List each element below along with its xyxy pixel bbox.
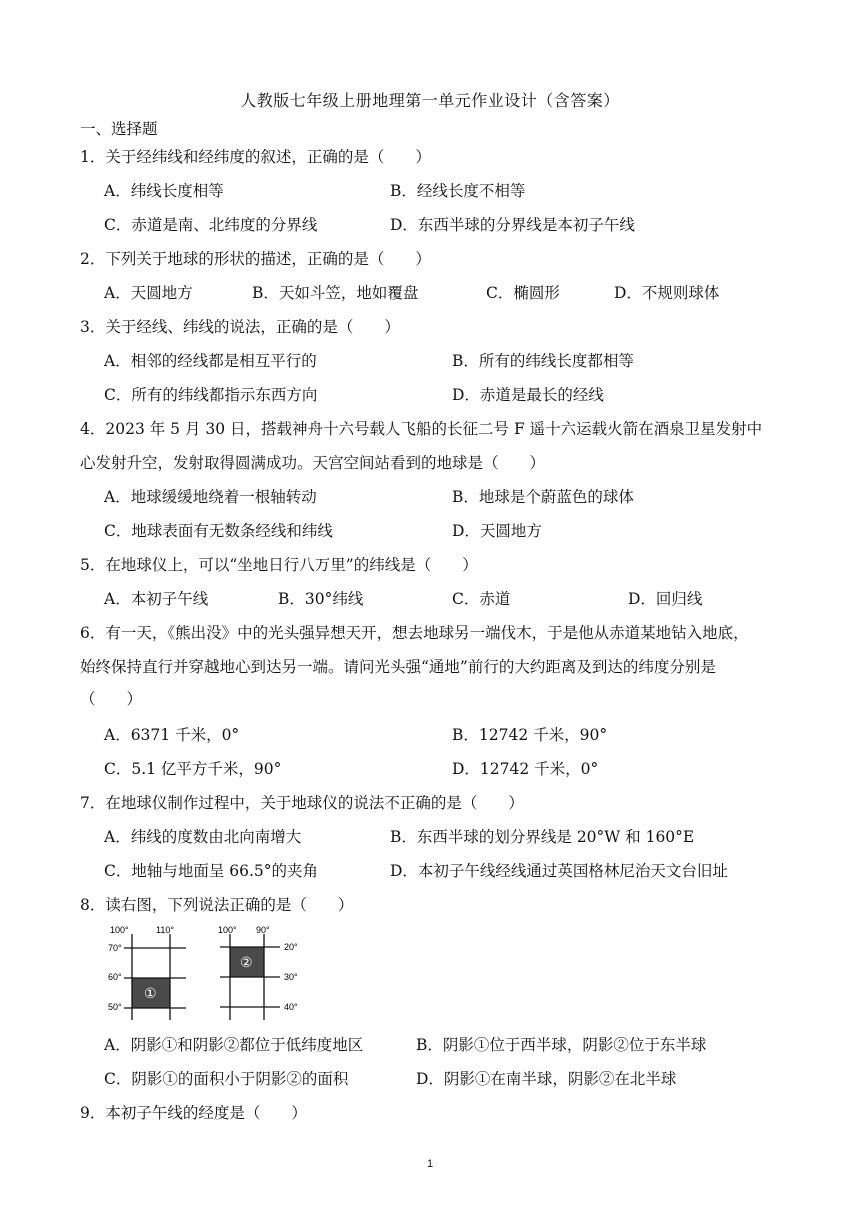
question-6-line-3: （ ） (80, 690, 143, 708)
question-4-line-2: 心发射升空，发射取得圆满成功。天宫空间站看到的地球是（ ） (80, 454, 546, 472)
q8-option-c: C．阴影①的面积小于阴影②的面积 (104, 1070, 349, 1088)
q6-option-d: D．12742 千米，0° (452, 760, 599, 778)
grid1-top-label-2: 110° (156, 925, 174, 935)
q3-option-b: B．所有的纬线长度都相等 (452, 352, 634, 370)
q1-option-c: C．赤道是南、北纬度的分界线 (104, 216, 318, 234)
q2-option-b: B．天如斗笠，地如覆盘 (252, 284, 419, 302)
question-3: 3．关于经线、纬线的说法，正确的是（ ） (80, 318, 400, 336)
q5-option-b: B．30°纬线 (278, 590, 364, 608)
grid-1 (108, 925, 186, 1020)
question-8: 8．读右图，下列说法正确的是（ ） (80, 896, 354, 914)
grid1-shade-label: ① (144, 985, 157, 1001)
grid1-left-label-1: 70° (108, 943, 122, 953)
question-7: 7．在地球仪制作过程中，关于地球仪的说法不正确的是（ ） (80, 794, 524, 812)
section-heading: 一、选择题 (80, 120, 158, 138)
lat-long-grid-figure (104, 924, 334, 1024)
question-6-line-1: 6．有一天，《熊出没》中的光头强异想天开，想去地球另一端伐木，于是他从赤道某地钻入地底， (80, 624, 749, 642)
q4-option-d: D．天圆地方 (452, 522, 542, 540)
q7-option-a: A．纬线的度数由北向南增大 (104, 828, 302, 846)
grid1-left-label-3: 50° (108, 1002, 122, 1012)
q1-option-a: A．纬线长度相等 (104, 182, 224, 200)
q8-option-a: A．阴影①和阴影②都位于低纬度地区 (104, 1036, 364, 1054)
q7-option-d: D．本初子午线经线通过英国格林尼治天文台旧址 (390, 862, 728, 880)
question-4-line-1: 4．2023 年 5 月 30 日，搭载神舟十六号载人飞船的长征二号 F 遥十六运载火箭在酒泉卫星发射中 (80, 420, 763, 438)
question-1: 1．关于经纬线和经纬度的叙述，正确的是（ ） (80, 148, 431, 166)
q3-option-a: A．相邻的经线都是相互平行的 (104, 352, 317, 370)
q5-option-a: A．本初子午线 (104, 590, 209, 608)
q2-option-a: A．天圆地方 (104, 284, 193, 302)
q4-option-b: B．地球是个蔚蓝色的球体 (452, 488, 634, 506)
question-2: 2．下列关于地球的形状的描述，正确的是（ ） (80, 250, 431, 268)
q3-option-c: C．所有的纬线都指示东西方向 (104, 386, 318, 404)
question-6-line-2: 始终保持直行并穿越地心到达另一端。请问光头强“通地”前行的大约距离及到达的纬度分别是 (80, 658, 716, 676)
grid2-right-label-2: 30° (284, 972, 298, 982)
question-5: 5．在地球仪上，可以“坐地日行八万里”的纬线是（ ） (80, 556, 478, 574)
q1-option-b: B．经线长度不相等 (390, 182, 526, 200)
q2-option-c: C．椭圆形 (486, 284, 560, 302)
q8-option-d: D．阴影①在南半球，阴影②在北半球 (416, 1070, 677, 1088)
q4-option-a: A．地球缓缓地绕着一根轴转动 (104, 488, 317, 506)
page-title: 人教版七年级上册地理第一单元作业设计（含答案） (240, 91, 620, 110)
q6-option-c: C．5.1 亿平方千米，90° (104, 760, 282, 778)
q7-option-c: C．地轴与地面呈 66.5°的夹角 (104, 862, 319, 880)
grid1-left-label-2: 60° (108, 972, 122, 982)
q5-option-d: D．回归线 (628, 590, 703, 608)
q5-option-c: C．赤道 (452, 590, 511, 608)
grid2-top-label-1: 100° (218, 925, 237, 935)
q6-option-a: A．6371 千米，0° (104, 726, 240, 744)
grid1-top-label-1: 100° (110, 925, 129, 935)
grid2-shade-label: ② (240, 954, 253, 970)
q1-option-d: D．东西半球的分界线是本初子午线 (390, 216, 635, 234)
grid-2 (218, 925, 298, 1020)
q2-option-d: D．不规则球体 (614, 284, 720, 302)
q3-option-d: D．赤道是最长的经线 (452, 386, 604, 404)
page-number: 1 (426, 1158, 434, 1170)
question-9: 9．本初子午线的经度是（ ） (80, 1104, 307, 1122)
grid2-right-label-3: 40° (284, 1002, 298, 1012)
grid2-right-label-1: 20° (284, 942, 298, 952)
q7-option-b: B．东西半球的划分界线是 20°W 和 160°E (390, 828, 695, 846)
grid2-top-label-2: 90° (256, 925, 270, 935)
q6-option-b: B．12742 千米，90° (452, 726, 608, 744)
q8-option-b: B．阴影①位于西半球，阴影②位于东半球 (416, 1036, 707, 1054)
q4-option-c: C．地球表面有无数条经线和纬线 (104, 522, 333, 540)
